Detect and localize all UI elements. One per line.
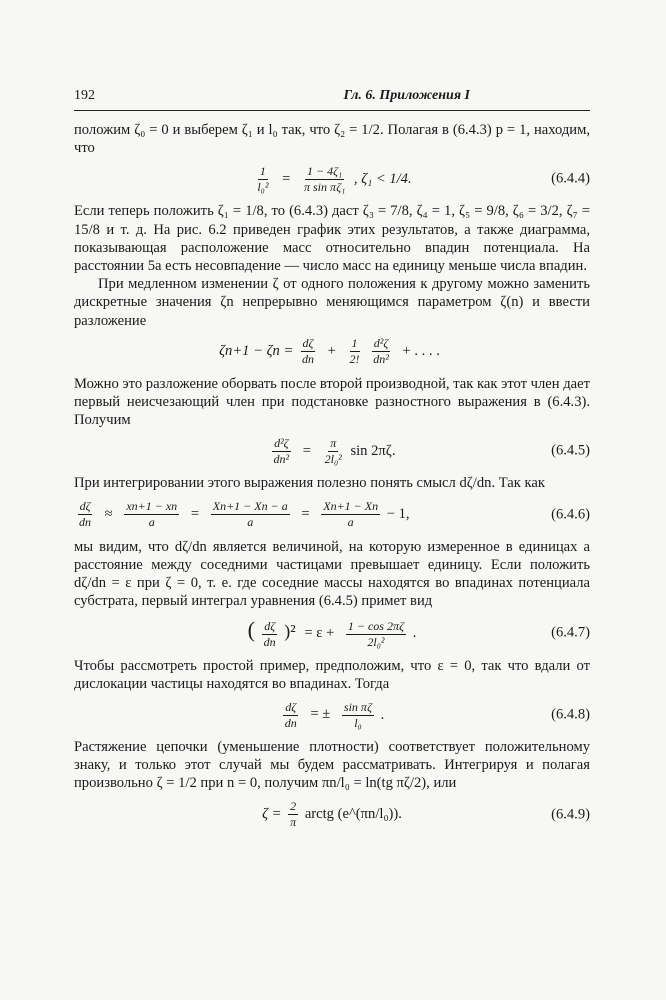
equation-6-4-5 (74, 436, 590, 466)
paragraph-6: мы видим, что dζ/dn является величиной, на которую измеренное в единицах a расстояние между соседними частицами превышает единицу. Если положить dζ/dn = ε при ζ = 0, т. е. где соседние массы находятся во впадинах потенциала субстрата, первый интеграл уравнения (6.4.5) примет вид (74, 538, 590, 610)
eq644-f1-num: 1 (259, 163, 266, 178)
equation-expansion (74, 337, 590, 367)
eq646-f3-num: Xn+1 − Xn − a (212, 499, 288, 514)
eq647-f1-den: dn (263, 634, 276, 649)
page-number: 192 (74, 88, 95, 103)
equation-6-4-8 (74, 700, 590, 730)
eq647-tail: . (412, 625, 417, 642)
equation-number-6-4-5: (6.4.5) (551, 442, 590, 459)
eq646-f2-den: a (148, 515, 155, 530)
eq647-f1-num: dζ (264, 618, 276, 633)
eq649-tail: arctg (e^(πn/l₀)). (304, 805, 402, 822)
eq646-f4-den: a (347, 515, 354, 530)
eq647-open-paren: ( (247, 617, 255, 643)
eq645-f1-num: d²ζ (274, 435, 289, 450)
eq646-approx: ≈ (104, 505, 113, 522)
eq644-f2-num: 1 − 4ζ₁ (307, 163, 343, 178)
eq644-equals: = (282, 170, 291, 187)
equation-number-6-4-7: (6.4.7) (551, 624, 590, 641)
equation-number-6-4-6: (6.4.6) (551, 506, 590, 523)
paragraph-4: Можно это разложение оборвать после второй производной, так как этот член дает первый неисчезающий член при подстановке разностного выражения в (6.4.3). Получим (74, 375, 590, 429)
eq648-f1-den: dn (284, 715, 297, 730)
equation-number-6-4-9: (6.4.9) (551, 806, 590, 823)
paragraph-3: При медленном изменении ζ от одного положения к другому можно заменить дискретные значения ζn непрерывно меняющимся параметром ζ(n) и ввести разложение (74, 276, 590, 329)
paragraph-5: При интегрировании этого выражения полезно понять смысл dζ/dn. Так как (74, 475, 545, 492)
eq649-f1-den: π (290, 815, 297, 830)
expansion-f3-den: dn² (373, 352, 389, 367)
eq647-equals: = ε + (304, 625, 335, 642)
paragraph-1: положим ζ₀ = 0 и выберем ζ₁ и l₀ так, что ζ₂ = 1/2. Полагая в (6.4.3) p = 1, находим, что (74, 122, 590, 157)
expansion-tail: + . . . . (402, 343, 440, 360)
eq647-close-paren: )² (284, 621, 296, 642)
eq648-tail: . (380, 706, 385, 723)
expansion-f1-num: dζ (302, 336, 314, 351)
eq649-f1-num: 2 (290, 799, 297, 814)
paragraph-8: Растяжение цепочки (уменьшение плотности) соответствует положительному знаку, и только этот случай мы будем рассматривать. Интегрируя и полагая произвольно ζ = 1/2 при n = 0, получим πn/l₀ = ln(tg πζ/2), или (74, 739, 590, 792)
eq646-f3-den: a (247, 515, 254, 530)
expansion-lhs: ζn+1 − ζn = (219, 343, 294, 360)
expansion-f1-den: dn (301, 352, 314, 367)
equation-number-6-4-4: (6.4.4) (551, 170, 590, 187)
eq647-f2-num: 1 − cos 2πζ (347, 618, 405, 633)
book-page (74, 88, 590, 838)
eq644-f2-den: π sin πζ₁ (304, 179, 346, 194)
equation-6-4-7 (74, 617, 590, 648)
eq646-f4-num: Xn+1 − Xn (323, 499, 379, 514)
paragraph-2: Если теперь положить ζ₁ = 1/8, то (6.4.3) даст ζ₃ = 7/8, ζ₄ = 1, ζ₅ = 9/8, ζ₆ = 3/2, ζ₇ = 15/8 и т. д. На рис. 6.2 приведен график этих результатов, а также диаграмма, показывающая расположение масс относительно впадин потенциала. На расстоянии 5a есть несовпадение — число масс на единицу меньше числа впадин. (74, 203, 590, 275)
eq646-f1-den: dn (79, 515, 91, 530)
paragraph-7: Чтобы рассмотреть простой пример, предположим, что ε = 0, так что вдали от дислокации частицы находятся во впадинах. Тогда (74, 657, 590, 692)
eq646-f2-num: xn+1 − xn (126, 499, 178, 514)
eq645-tail: sin 2πζ. (350, 442, 396, 459)
eq645-f2-num: π (330, 435, 337, 450)
eq646-f1-num: dζ (79, 499, 91, 514)
eq646-equals-2: = (301, 505, 310, 522)
eq648-equals: = ± (310, 706, 331, 723)
equation-number-6-4-8: (6.4.8) (551, 706, 590, 723)
expansion-f2-den: 2! (349, 352, 360, 367)
eq645-equals: = (302, 442, 312, 459)
eq648-f1-num: dζ (285, 699, 297, 714)
page-header (74, 88, 590, 111)
eq645-f2-den: 2l₀² (324, 451, 342, 466)
eq644-f1-den: l₀² (257, 179, 269, 194)
expansion-plus: + (327, 343, 336, 360)
eq649-lhs: ζ = (262, 805, 282, 822)
eq648-f2-den: l₀ (354, 715, 362, 730)
eq644-tail: , ζ₁ < 1/4. (353, 170, 412, 187)
expansion-f3-num: d²ζ (373, 336, 389, 351)
eq648-f2-num: sin πζ (343, 699, 372, 714)
eq645-f1-den: dn² (273, 451, 290, 466)
equation-6-4-4 (74, 164, 590, 194)
expansion-f2-num: 1 (351, 336, 358, 351)
equation-6-4-6 (74, 500, 590, 530)
eq646-equals-1: = (190, 505, 200, 522)
eq646-tail: − 1, (386, 505, 410, 522)
running-title: Гл. 6. Приложения I (343, 88, 470, 103)
eq647-f2-den: 2l₀² (367, 634, 385, 649)
equation-6-4-9 (74, 800, 590, 830)
